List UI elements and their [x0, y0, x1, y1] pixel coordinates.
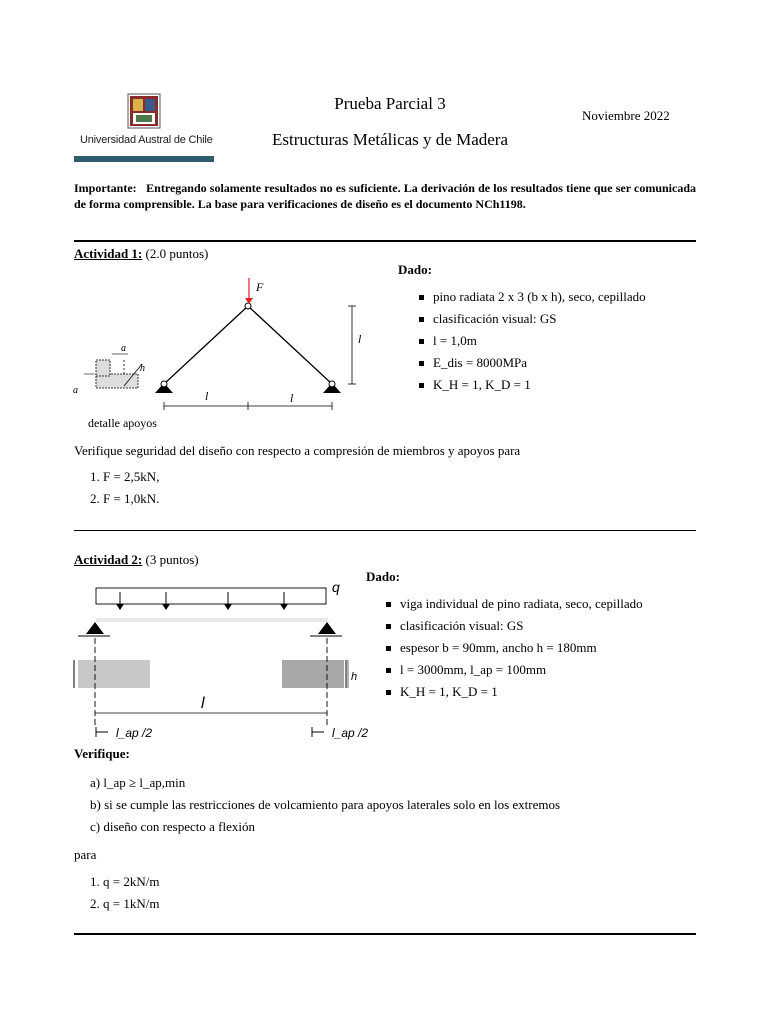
activity2-given-label: Dado: [366, 569, 400, 584]
activity1-title: Actividad 1: [74, 246, 143, 261]
activity1-points: (2.0 puntos) [145, 246, 209, 261]
support-label-right: l_ap /2 [332, 726, 369, 740]
check-item: c) diseño con respecto a flexión [90, 819, 255, 834]
activity2-points: (3 puntos) [145, 552, 199, 567]
load-label: q [332, 579, 340, 595]
divider [74, 933, 696, 935]
activity2-given-list [386, 593, 643, 703]
given-item: l = 3000mm, l_ap = 100mm [386, 659, 643, 681]
detail-label-a-top: a [121, 343, 126, 354]
span-label-left: l [205, 389, 209, 403]
case-item: 1. q = 2kN/m [90, 874, 160, 889]
important-label: Importante: [74, 181, 137, 195]
course-title: Estructuras Metálicas y de Madera [271, 130, 509, 149]
institution-name: Universidad Austral de Chile [80, 134, 213, 146]
support-label-left: l_ap /2 [116, 726, 153, 740]
given-item: l = 1,0m [419, 330, 646, 352]
activity2-heading [74, 552, 199, 568]
given-item: K_H = 1, K_D = 1 [419, 374, 646, 396]
verify-list [90, 772, 560, 838]
given-item: clasificación visual: GS [386, 615, 643, 637]
important-note [74, 180, 696, 212]
activity2-title: Actividad 2: [74, 552, 143, 567]
span-label-right: l [290, 391, 294, 405]
given-item: pino radiata 2 x 3 (b x h), seco, cepillado [419, 286, 646, 308]
exam-title: Prueba Parcial 3 [334, 94, 446, 113]
verify-label: Verifique: [74, 746, 130, 761]
check-item: a) l_ap ≥ l_ap,min [90, 775, 186, 790]
given-item: E_dis = 8000MPa [419, 352, 646, 374]
activity1-cases [90, 466, 159, 510]
detail-label-h: h [140, 363, 145, 374]
given-item: viga individual de pino radiata, seco, cepillado [386, 593, 643, 615]
beam-figure [70, 576, 370, 746]
important-text: Entregando solamente resultados no es suficiente. La derivación de los resultados tiene que ser comunicada de forma comprensible. La base para verificaciones de diseño es el documento NCh1198. [74, 181, 697, 211]
given-item: espesor b = 90mm, ancho h = 180mm [386, 637, 643, 659]
activity1-given-label: Dado: [398, 262, 432, 277]
check-item: b) si se cumple las restricciones de volcamiento para apoyos laterales solo en los extremos [90, 797, 561, 812]
height-label: l [358, 332, 362, 346]
activity1-heading [74, 246, 208, 262]
case-item: 1. F = 2,5kN, [90, 469, 160, 484]
force-label: F [256, 280, 264, 294]
detail-label-a-left: a [73, 385, 78, 396]
given-item: K_H = 1, K_D = 1 [386, 681, 643, 703]
activity1-instruction: Verifique seguridad del diseño con respecto a compresión de miembros y apoyos para [74, 443, 521, 458]
crest-icon [74, 90, 214, 134]
activity1-given-list [419, 286, 646, 396]
case-item: 2. F = 1,0kN. [90, 491, 160, 506]
case-item: 2. q = 1kN/m [90, 896, 160, 911]
activity2-cases [90, 871, 159, 915]
truss-figure [70, 276, 370, 436]
given-item: clasificación visual: GS [419, 308, 646, 330]
divider [74, 530, 696, 531]
for-label: para [74, 847, 97, 862]
height-label: h [351, 671, 358, 683]
logo-bar [74, 156, 214, 162]
divider [74, 240, 696, 242]
exam-date: Noviembre 2022 [582, 108, 670, 123]
university-logo [74, 90, 214, 162]
detail-caption: detalle apoyos [88, 416, 157, 430]
span-label: l [201, 695, 205, 712]
